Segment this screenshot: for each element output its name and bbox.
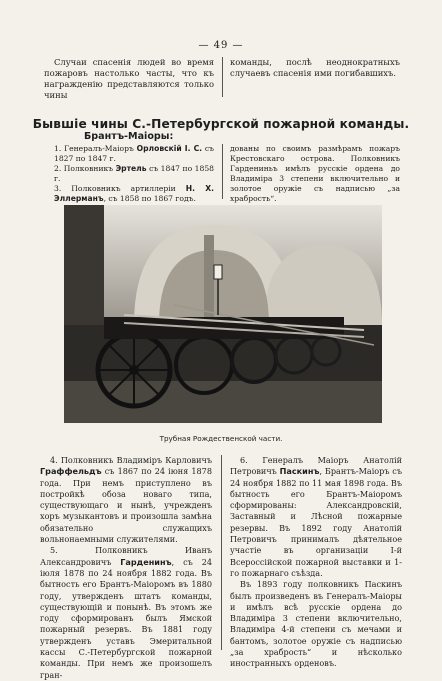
paragraph-5: 5. Полковникъ Иванъ Александровичъ Гарденинъ, съ 24 іюля 1878 по 24 ноября 1882 года. Въ бытность его Брантъ-Маіоромъ въ 1880 году, утвержденъ штатъ команды, существующій и понынѣ. Въ этомъ же году сформированъ былъ Ямской пожарный резервъ. Въ 1881 году утвержденъ уставъ Эмеритальной кассы С.-Петербургской пожарной команды. При немъ же произошелъ гран-	[40, 545, 213, 680]
column-divider	[222, 144, 223, 199]
brandmajor-item-3: 3. Полковникъ артиллеріи Н. Х. Эллерманъ, съ 1858 по 1867 годъ.	[54, 184, 214, 203]
column-divider	[221, 455, 222, 650]
paragraph-4: 4. Полковникъ Владиміръ Карловичъ Граффельдъ съ 1867 по 24 іюня 1878 года. При немъ приступлено въ постройкѣ обоза новаго типа, существующаго и нынѣ, учрежденъ хоръ музыкантовъ и произошла замѣна обязательно служащихъ вольнонаемными служителями.	[40, 455, 212, 545]
paragraph-6: 6. Генералъ Маіоръ Анатолій Петровичъ Паскинъ, Брантъ-Маіоръ съ 24 ноября 1882 по 11 мая 1898 года. Въ бытность его Брантъ-Маіоромъ сформированы: Александровскій, Заставный и Лѣсной пожарные резервы. Въ 1892 году Анатолій Петровичъ принималъ дѣятельное участіе въ организаціи І-й Всероссійской пожарной выставки и 1-го пожарнаго съѣзда.	[230, 455, 402, 578]
brandmajors-list	[44, 144, 214, 204]
photo-illustration	[64, 205, 382, 423]
brandmajors-right-paragraph: дованы по своимъ размѣрамъ пожаръ Крестовскаго острова. Полковникъ Гардениньъ имѣлъ русскіе ордена до Владиміра 3 степени включительно и золотое оружіе съ надписью „за храбрость“.	[230, 144, 400, 203]
top-left-column	[44, 57, 214, 101]
top-left-paragraph: Случаи спасенія людей во время пожаровъ настолько часты, что къ награжденію представляются только чины	[44, 57, 214, 100]
section-heading: Бывшіе чины С.-Петербургской пожарной команды.	[32, 117, 410, 131]
column-divider	[222, 57, 223, 97]
bottom-left-column	[40, 455, 212, 681]
section-subheading: Брантъ-Маіоры:	[84, 131, 174, 142]
top-right-column	[230, 57, 400, 79]
paragraph-7: Въ 1893 году полковникъ Паскинъ былъ произведенъ въ Генералъ-Маіоры и имѣлъ всѣ русскіе ордена до Владиміра 3 степени включительно, Владиміра 4-й степени съ мечами и бантомъ, золотое оружіе съ надписью „за храбрость“ и нѣсколько иностранныхъ орденовъ.	[230, 579, 402, 669]
photo-caption: Трубная Рождественской части.	[159, 434, 283, 443]
top-right-paragraph: команды, послѣ неоднократныхъ случаевъ спасенія ими погибавшихъ.	[230, 57, 400, 78]
brandmajor-item-2: 2. Полковникъ Эртель съ 1847 по 1858 г.	[54, 164, 214, 183]
brandmajor-item-1: 1. Генералъ-Маіоръ Орловскій І. С. съ 1827 по 1847 г.	[54, 144, 215, 163]
brandmajors-right-column	[230, 144, 400, 204]
page-number: — 49 —	[198, 40, 244, 51]
photo-fire-wagons	[64, 205, 382, 423]
bottom-right-column	[230, 455, 402, 670]
